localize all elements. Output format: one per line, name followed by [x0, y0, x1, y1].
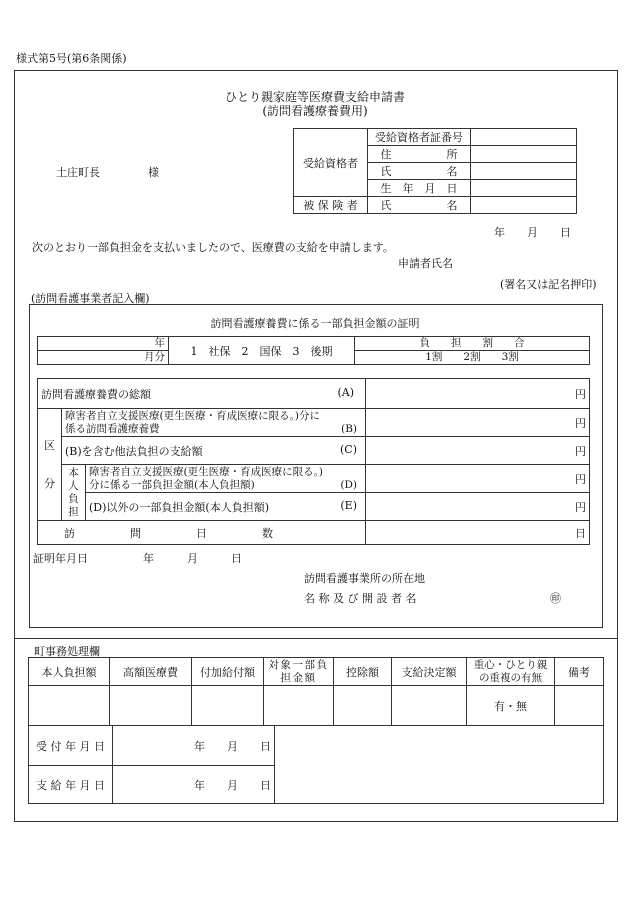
recipient-name-field[interactable]	[471, 163, 577, 180]
header-target-burden: 対象一部負担金額	[264, 658, 334, 686]
mark-d: (D)	[340, 478, 358, 491]
mark-e: (E)	[340, 498, 358, 512]
form-number: 様式第5号(第6条関係)	[16, 52, 127, 65]
header-self-burden: 本人負担額	[29, 658, 110, 686]
insured-name-field[interactable]	[471, 197, 577, 214]
month-label: 月分	[38, 351, 169, 365]
burden-ratio-label: 負 担 割 合	[355, 337, 590, 351]
payment-decision-cell[interactable]	[392, 686, 467, 726]
total-cost-label: 訪問看護療養費の総額	[41, 387, 151, 401]
insured-label: 被 保 険 者	[294, 197, 368, 214]
mark-a: (A)	[337, 385, 355, 399]
town-date-table	[28, 725, 604, 804]
header-remarks: 備考	[555, 658, 604, 686]
item-d-label: 障害者自立支援医療(更生医療・育成医療に限る。)分に係る一部負担金額(本人負担額)	[89, 465, 323, 491]
mark-b: (B)	[341, 422, 358, 435]
birthdate-field[interactable]	[471, 180, 577, 197]
application-date: 年 月 日	[494, 226, 571, 239]
recipient-group-label: 受給資格者	[294, 129, 368, 197]
certification-date: 証明年月日 年 月 日	[33, 552, 242, 565]
item-e-label: (D)以外の一部負担金額(本人負担額)	[89, 500, 269, 514]
header-duplicate-check: 重心・ひとり親の重複の有無	[467, 658, 555, 686]
paid-date-field[interactable]: 年 月 日	[113, 766, 275, 804]
item-d-field[interactable]	[366, 465, 590, 493]
received-date-label: 受 付 年 月 日	[29, 726, 113, 766]
self-burden-cell[interactable]	[29, 686, 110, 726]
self-burden-text: 本人負担	[68, 466, 79, 518]
applicant-name-label: 申請者氏名	[398, 257, 453, 270]
recipient-name-label: 氏 名	[368, 163, 471, 180]
certificate-number-field[interactable]	[471, 129, 577, 146]
header-deduction: 控除額	[334, 658, 392, 686]
certificate-number-label: 受給資格者証番号	[368, 129, 471, 146]
visit-days-label: 訪 問 日 数	[64, 526, 273, 540]
seal-mark: ㊞	[550, 592, 561, 605]
burden-ratio-options[interactable]: 1割 2割 3割	[355, 351, 590, 365]
category-char-1: 区	[44, 438, 55, 452]
form-title: ひとり親家庭等医療費支給申請書	[224, 90, 405, 104]
high-cost-cell[interactable]	[110, 686, 192, 726]
item-c-label: (B)を含む他法負担の支給額	[65, 444, 203, 458]
address-label: 住 所	[368, 146, 471, 163]
certificate-title: 訪問看護療養費に係る一部負担金額の証明	[210, 317, 420, 330]
office-location-label: 訪問看護事業所の所在地	[304, 572, 425, 585]
signature-note: (署名又は記名押印)	[500, 278, 597, 291]
additional-benefit-cell[interactable]	[192, 686, 264, 726]
target-burden-cell[interactable]	[264, 686, 334, 726]
birthdate-label: 生 年 月 日	[368, 180, 471, 197]
paid-date-label: 支 給 年 月 日	[29, 766, 113, 804]
town-notes-area[interactable]	[275, 726, 604, 804]
header-additional-benefit: 付加給付額	[192, 658, 264, 686]
insurance-table	[37, 336, 590, 365]
total-cost-row	[38, 379, 366, 409]
provider-section-label: (訪問看護事業者記入欄)	[31, 292, 150, 305]
yen-unit: 円	[575, 416, 587, 430]
remarks-cell[interactable]	[555, 686, 604, 726]
application-statement: 次のとおり一部負担金を支払いましたので、医療費の支給を申請します。	[32, 241, 394, 254]
self-burden-vertical-label	[62, 465, 86, 521]
form-subtitle: (訪問看護療養費用)	[262, 104, 368, 118]
item-e-field[interactable]	[366, 493, 590, 521]
received-date-field[interactable]: 年 月 日	[113, 726, 275, 766]
amount-table	[37, 378, 590, 545]
item-d-row	[86, 465, 366, 493]
item-c-row	[62, 437, 366, 465]
day-unit: 日	[575, 526, 587, 540]
header-high-cost: 高額医療費	[110, 658, 192, 686]
insurance-type-options[interactable]: 1 社保 2 国保 3 後期	[169, 337, 355, 365]
section-divider	[14, 638, 618, 639]
recipient-table	[293, 128, 577, 214]
mayor-addressee: 土庄町長	[56, 166, 100, 179]
year-label: 年	[38, 337, 169, 351]
header-payment-decision: 支給決定額	[392, 658, 467, 686]
item-b-field[interactable]	[366, 409, 590, 437]
category-vertical-label	[38, 409, 62, 521]
town-processing-table	[28, 657, 604, 726]
mark-c: (C)	[340, 442, 358, 456]
category-char-2: 分	[44, 476, 55, 490]
item-e-row	[86, 493, 366, 521]
office-name-label: 名 称 及 び 開 設 者 名	[304, 592, 417, 605]
yen-unit: 円	[575, 444, 587, 458]
item-c-field[interactable]	[366, 437, 590, 465]
yen-unit: 円	[575, 472, 587, 486]
yen-unit: 円	[575, 500, 587, 514]
total-cost-field[interactable]	[366, 379, 590, 409]
insured-name-label: 氏 名	[368, 197, 471, 214]
item-b-label: 障害者自立支援医療(更生医療・育成医療に限る。)分に係る訪問看護療養費	[65, 409, 320, 435]
deduction-cell[interactable]	[334, 686, 392, 726]
address-field[interactable]	[471, 146, 577, 163]
addressee-honorific: 様	[148, 166, 159, 179]
town-section-label: 町事務処理欄	[34, 645, 100, 658]
visit-days-field[interactable]	[366, 521, 590, 545]
yen-unit: 円	[575, 387, 587, 401]
duplicate-check-cell[interactable]: 有・無	[467, 686, 555, 726]
item-b-row	[62, 409, 366, 437]
visit-days-row	[38, 521, 366, 545]
